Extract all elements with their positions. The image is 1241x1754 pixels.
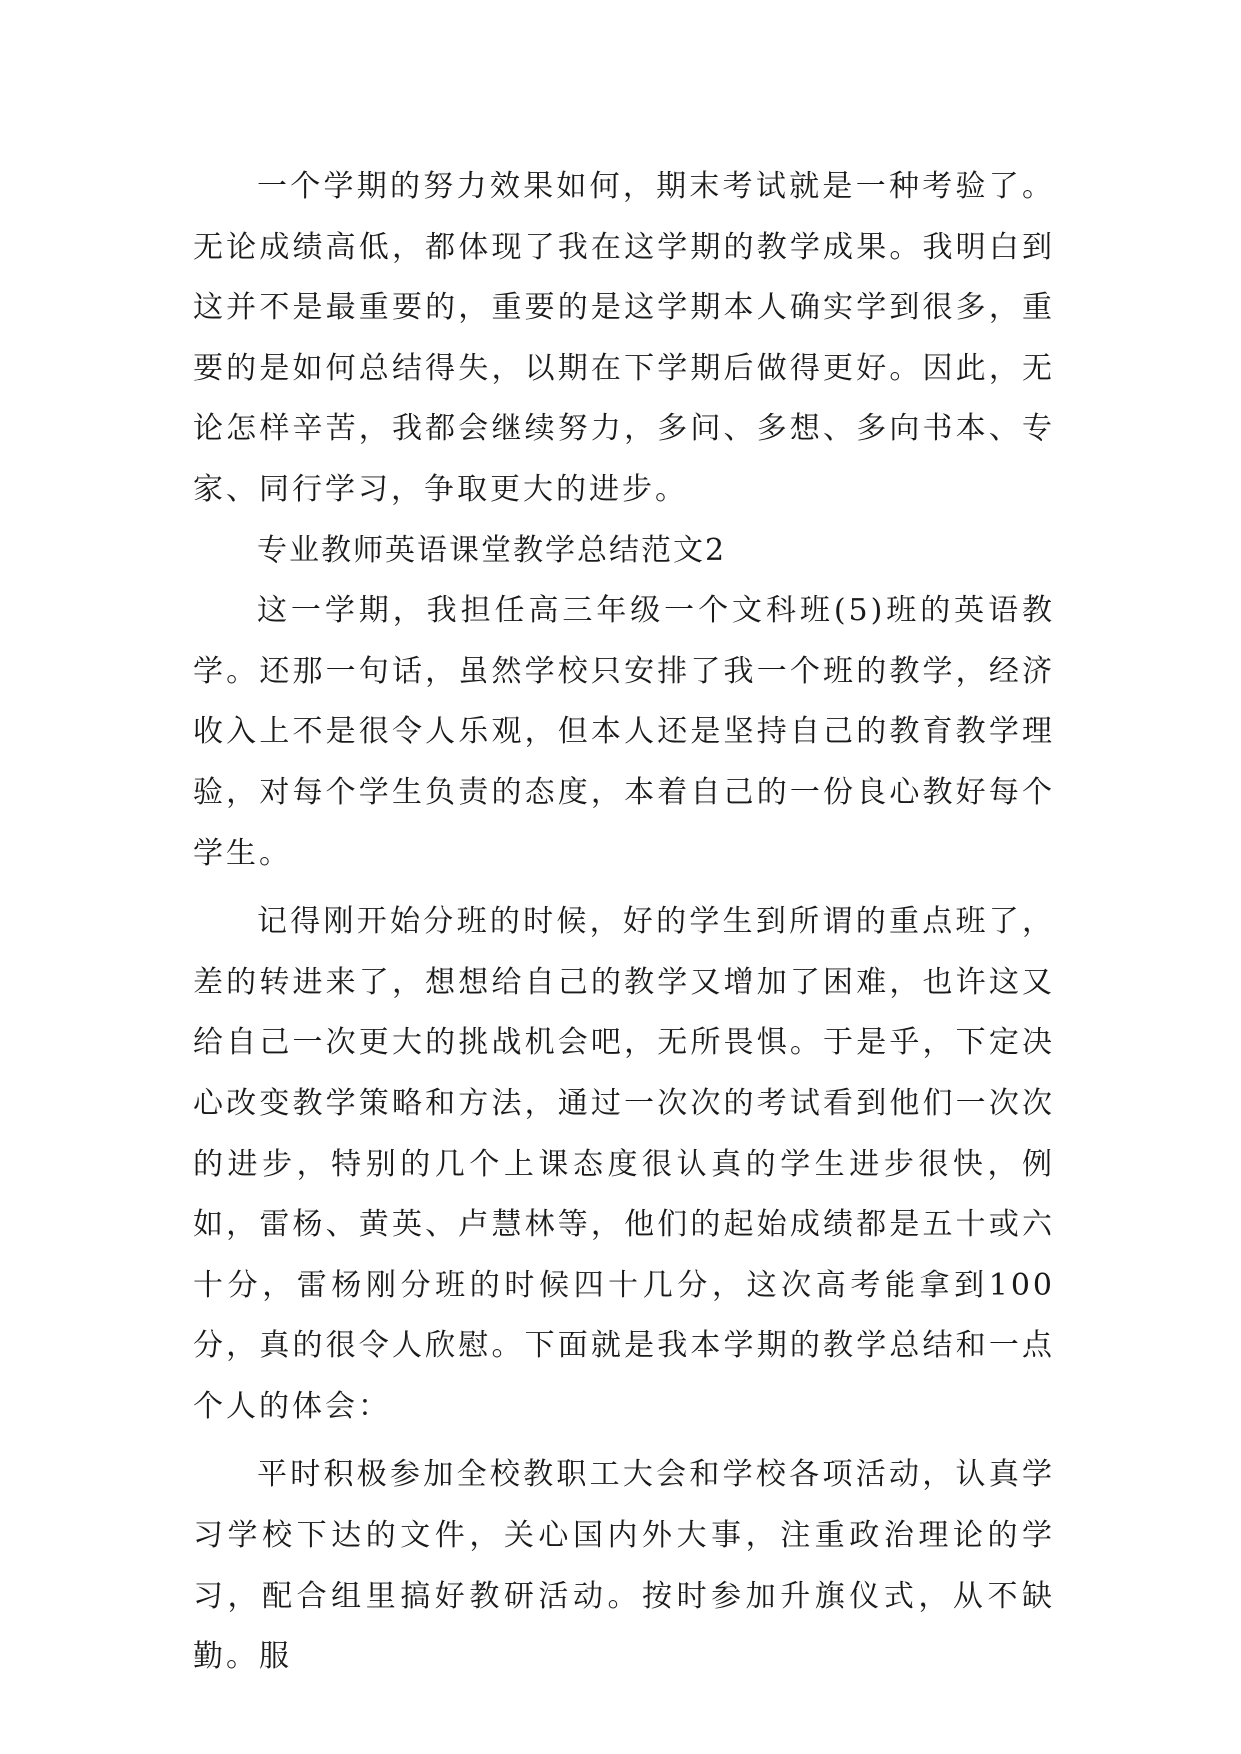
section-title: 专业教师英语课堂教学总结范文2 bbox=[257, 532, 727, 568]
paragraph-school-activities: 平时积极参加全校教职工大会和学校各项活动，认真学习学校下达的文件，关心国内外大事，注重政治理论的学习，配合组里搞好教研活动。按时参加升旗仪式，从不缺勤。服 bbox=[193, 1457, 1055, 1675]
paragraph-exam-reflection: 一个学期的努力效果如何，期末考试就是一种考验了。无论成绩高低，都体现了我在这学期的教学成果。我明白到这并不是最重要的，重要的是这学期本人确实学到很多，重要的是如何总结得失，以期在下学期后做得更好。因此，无论怎样辛苦，我都会继续努力，多问、多想、多向书本、专家、同行学习，争取更大的进步。 bbox=[193, 169, 1055, 507]
paragraph-teaching-assignment: 这一学期，我担任高三年级一个文科班(5)班的英语教学。还那一句话，虽然学校只安排了我一个班的教学，经济收入上不是很令人乐观，但本人还是坚持自己的教育教学理验，对每个学生负责的态度，本着自己的一份良心教好每个学生。 bbox=[193, 593, 1055, 871]
document-body bbox=[193, 157, 1055, 1688]
paragraph-class-division: 记得刚开始分班的时候，好的学生到所谓的重点班了，差的转进来了，想想给自己的教学又增加了困难，也许这又给自己一次更大的挑战机会吧，无所畏惧。于是乎，下定决心改变教学策略和方法，通过一次次的考试看到他们一次次的进步，特别的几个上课态度很认真的学生进步很快，例如，雷杨、黄英、卢慧林等，他们的起始成绩都是五十或六十分，雷杨刚分班的时候四十几分，这次高考能拿到100分，真的很令人欣慰。下面就是我本学期的教学总结和一点个人的体会： bbox=[193, 904, 1055, 1424]
